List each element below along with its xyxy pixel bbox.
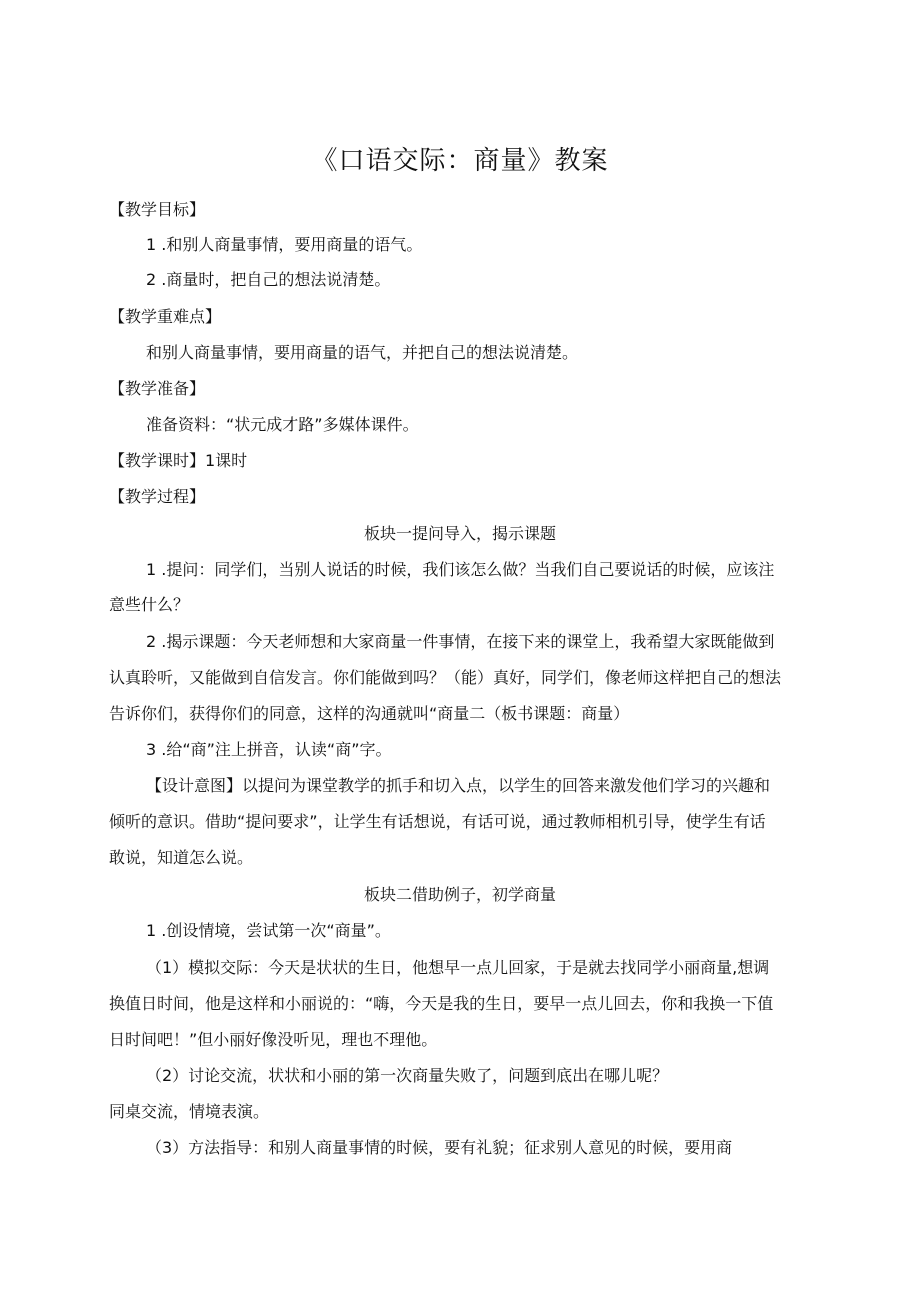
process-step-3: 3 .给“商”注上拼音，认读“商”字。 [146,740,392,759]
process-step-1-line-2: 意些什么？ [109,595,190,614]
discussion-line: （2）讨论交流，状状和小丽的第一次商量失败了，问题到底出在哪儿呢？ [146,1066,669,1085]
design-intent-line-1: 【设计意图】以提问为课堂教学的抓手和切入点，以学生的回答来激发他们学习的兴趣和 [146,776,771,795]
simulation-line-3: 日时间吧！”但小丽好像没听见，理也不理他。 [109,1030,438,1049]
objective-item-1: 1 .和别人商量事情，要用商量的语气。 [146,235,423,254]
design-intent-line-2: 倾听的意识。借助“提问要求”，让学生有话想说，有话可说，通过教师相机引导，使学生有话 [109,812,766,831]
document-title: 《口语交际：商量》教案 [311,146,609,176]
simulation-line-2: 换值日时间，他是这样和小丽说的：“嗨，今天是我的生日，要早一点儿回去，你和我换一下值 [109,994,774,1013]
method-guidance-line: （3）方法指导：和别人商量事情的时候，要有礼貌；征求别人意见的时候，要用商 [146,1138,733,1157]
preparation-text: 准备资料：“状元成才路”多媒体课件。 [146,415,419,434]
process-step-2-line-1: 2 .揭示课题：今天老师想和大家商量一件事情，在接下来的课堂上，我希望大家既能做到 [146,632,775,651]
block-one-heading: 板块一提问导入，揭示课题 [363,524,556,543]
section-heading-key-points: 【教学重难点】 [109,307,222,326]
section-heading-objectives: 【教学目标】 [109,200,206,219]
design-intent-line-3: 敢说，知道怎么说。 [109,848,254,867]
process-step-2-line-2: 认真聆听，又能做到自信发言。你们能做到吗？（能）真好，同学们，像老师这样把自己的想法 [109,668,782,687]
section-heading-preparation: 【教学准备】 [109,379,206,398]
simulation-line-1: （1）模拟交际：今天是状状的生日，他想早一点儿回家，于是就去找同学小丽商量,想调 [146,958,770,977]
section-heading-class-hours: 【教学课时】1课时 [109,451,248,470]
section-heading-process: 【教学过程】 [109,487,206,506]
peer-exchange-line: 同桌交流，情境表演。 [109,1102,270,1121]
block-two-heading: 板块二借助例子，初学商量 [363,885,556,904]
process-step-1-line-1: 1 .提问：同学们，当别人说话的时候，我们该怎么做？当我们自己要说话的时候，应该注 [146,560,775,579]
process-step-2-line-3: 告诉你们，获得你们的同意，这样的沟通就叫“商量二（板书课题：商量） [109,704,630,723]
objective-item-2: 2 .商量时，把自己的想法说清楚。 [146,270,391,289]
block-two-step-1: 1 .创设情境，尝试第一次“商量”。 [146,921,391,940]
key-points-text: 和别人商量事情，要用商量的语气，并把自己的想法说清楚。 [146,343,579,362]
